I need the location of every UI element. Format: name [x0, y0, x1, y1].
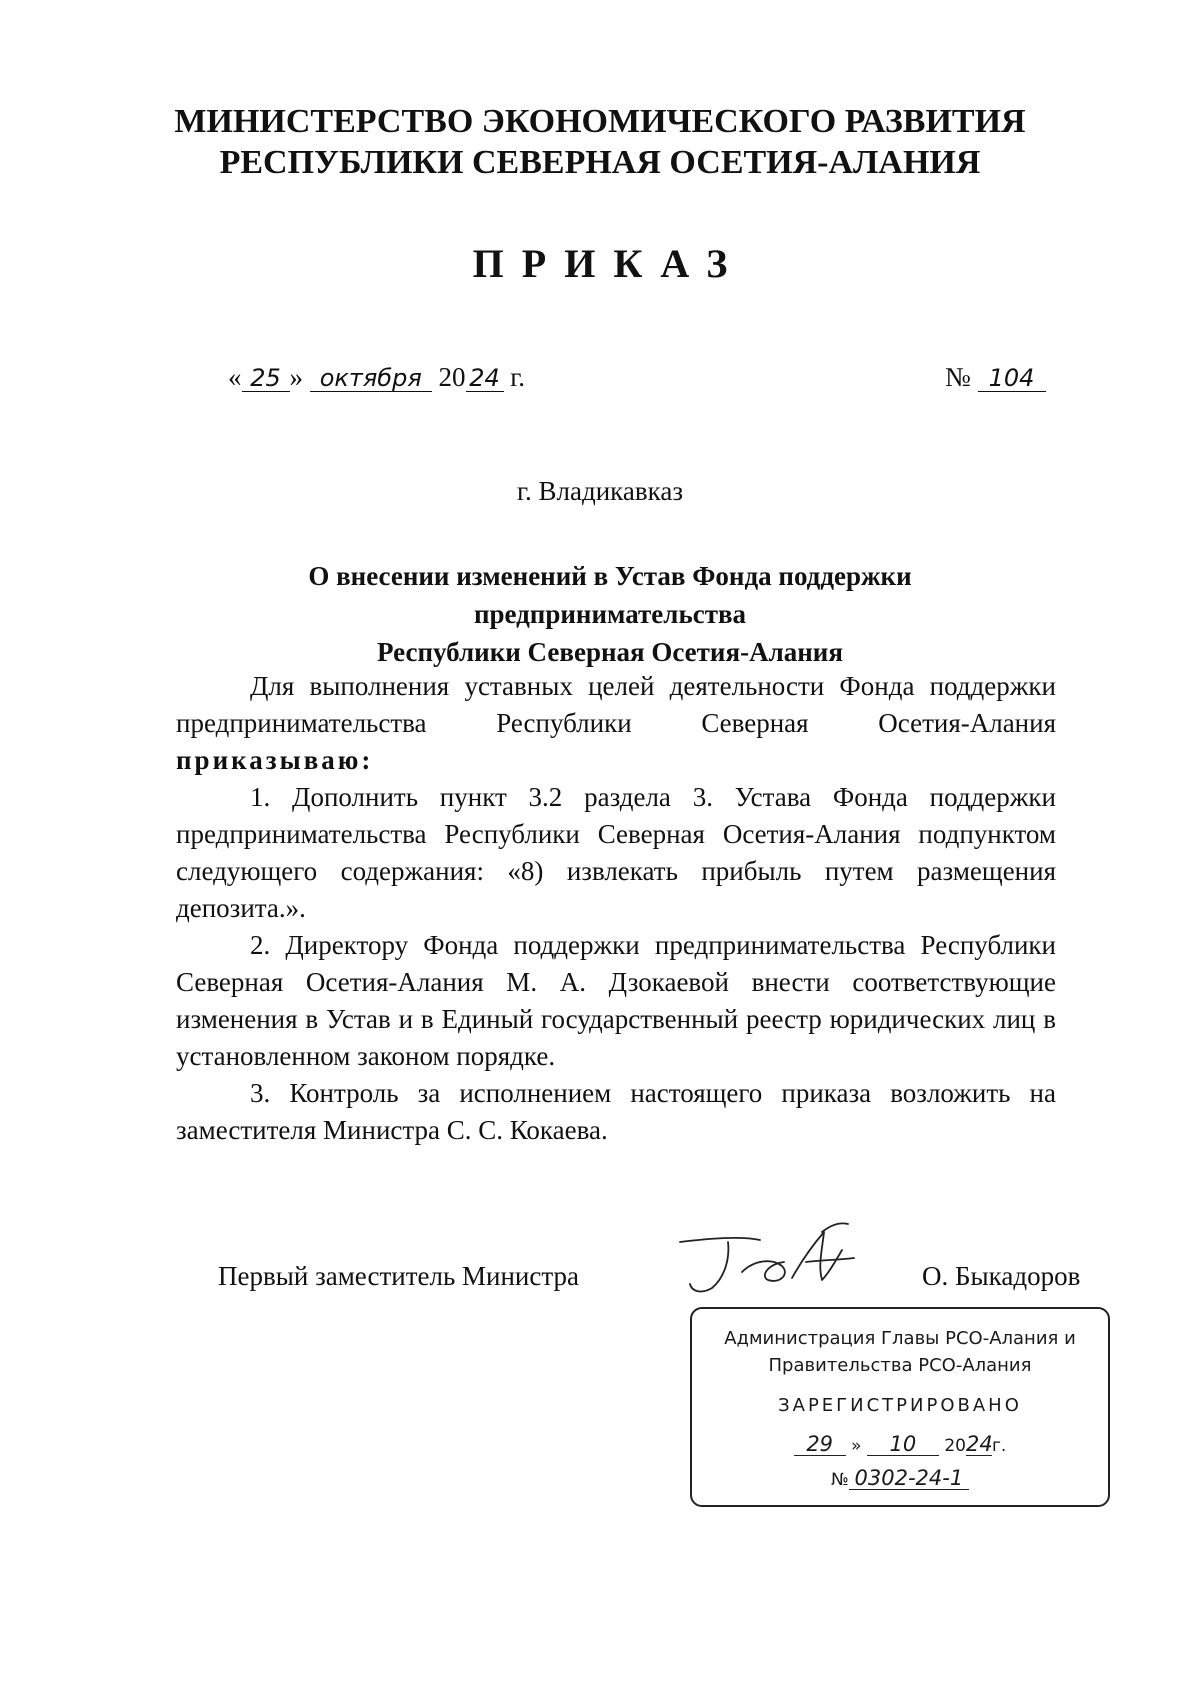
stamp-day: 29	[794, 1433, 846, 1456]
stamp-line-2: Правительства РСО-Алания	[768, 1355, 1032, 1376]
stamp-number-label: №	[831, 1470, 849, 1490]
stamp-date-sep: »	[851, 1436, 862, 1456]
date-year-unit: г.	[510, 362, 526, 392]
intro-text: Для выполнения уставных целей деятельности Фонда поддержки предпринимательства Республики Северная Осетия-Алания	[176, 671, 1056, 738]
stamp-year-suffix: 24	[965, 1432, 993, 1456]
ministry-header	[0, 101, 1200, 183]
order-keyword: приказываю:	[176, 745, 374, 775]
intro-paragraph	[176, 668, 1056, 779]
stamp-org	[692, 1325, 1108, 1379]
stamp-registered: ЗАРЕГИСТРИРОВАНО	[778, 1395, 1022, 1416]
stamp-date	[692, 1433, 1108, 1456]
order-number-value: 104	[978, 365, 1046, 392]
order-item-1: 1. Дополнить пункт 3.2 раздела 3. Устава Фонда поддержки предпринимательства Республики Северная Осетия-Алания подпунктом следующего содержания: «8) извлекать прибыль путем размещения депозита.».	[176, 782, 1056, 923]
city: г. Владикавказ	[517, 476, 683, 506]
ministry-line-2: РЕСПУБЛИКИ СЕВЕРНАЯ ОСЕТИЯ-АЛАНИЯ	[219, 144, 981, 181]
stamp-number	[692, 1467, 1108, 1490]
registration-stamp	[690, 1307, 1110, 1507]
stamp-year-unit: г.	[991, 1436, 1007, 1456]
ministry-line-1: МИНИСТЕРСТВО ЭКОНОМИЧЕСКОГО РАЗВИТИЯ	[174, 103, 1026, 140]
stamp-number-value: 0302-24-1	[849, 1467, 969, 1490]
stamp-line-1: Администрация Главы РСО-Алания и	[724, 1328, 1076, 1349]
subject-line-2: Республики Северная Осетия-Алания	[377, 637, 843, 667]
order-item-2: 2. Директору Фонда поддержки предпринимательства Республики Северная Осетия-Алания М. А. Дзокаевой внести соответствующие изменения в Устав и в Единый государственный реестр юридических лиц в установленном законом порядке.	[176, 930, 1056, 1071]
order-body	[176, 668, 1056, 1149]
date-day: 25	[242, 365, 290, 392]
document-type-title: ПРИКАЗ	[472, 241, 746, 286]
signer-position: Первый заместитель Министра	[218, 1261, 579, 1291]
handwritten-signature	[672, 1220, 872, 1310]
stamp-year-prefix: 20	[944, 1436, 966, 1456]
order-subject	[170, 557, 1050, 671]
date-year-suffix: 24	[466, 365, 504, 392]
subject-line-1: О внесении изменений в Устав Фонда поддержки предпринимательства	[308, 561, 912, 629]
order-number	[945, 362, 1046, 393]
date-year-prefix: 20	[438, 362, 466, 392]
order-number-label: №	[945, 362, 971, 392]
date-open-quote: «	[228, 362, 242, 392]
order-date	[228, 362, 525, 393]
signer-name: О. Быкадоров	[922, 1261, 1081, 1291]
stamp-month: 10	[867, 1433, 939, 1456]
date-close-quote: »	[289, 362, 303, 392]
order-item-3: 3. Контроль за исполнением настоящего приказа возложить на заместителя Министра С. С. Кокаева.	[176, 1078, 1056, 1145]
date-month: октября	[310, 365, 432, 392]
